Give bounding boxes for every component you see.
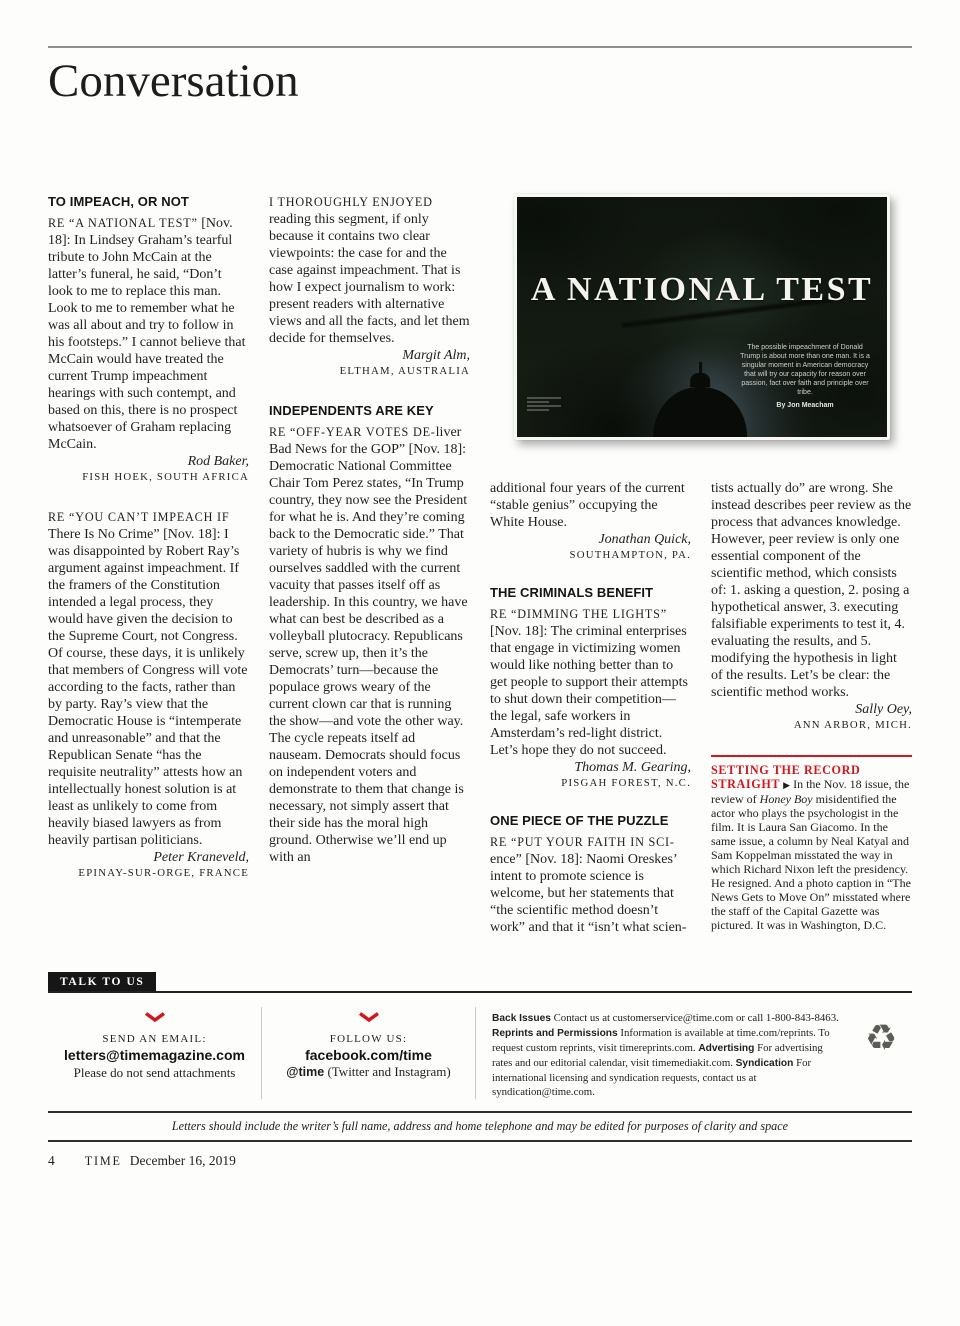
letter-signature: Peter Kraneveld,: [153, 850, 249, 865]
recycle-icon: ♻: [864, 1018, 898, 1059]
talk-to-us-divider: [48, 991, 912, 993]
advertising-text: For advertising rates and our editorial calendar, visit timemediakit.com.: [492, 1042, 823, 1069]
letters-area: [48, 194, 912, 958]
letter-lead: RE “OFF-YEAR VOTES DE-: [269, 425, 436, 439]
letter: [269, 403, 470, 866]
letter-text: There Is No Crime” [Nov. 18]: I was disappointed by Robert Ray’s argument against impeachment. If the framers of the Constitution intended a legal process, they would have given the decision to the Supreme Court, not Congress. Of course, these days, it is unlikely that members of Congress will vote according to the facts, rather than by party. Ray’s view that the Democratic House is “intemperate and unreasonable” and that the Republican Senate “has the requisite neutrality” attests how an intellectually honest solution is at least as unlikely to come from heavily biased lawyers as from heavily partisan politicians.: [48, 527, 248, 848]
correction-italic-title: Honey Boy: [759, 792, 813, 806]
letter-text: reading this segment, if only because it contains two clear viewpoints: the case for and the case against impeachment. That is how I expect journalism to work: present readers with alternative views and all the facts, and let them decide for themselves.: [269, 212, 470, 346]
brand-name: TIME: [84, 1154, 122, 1168]
reprints-label: Reprints and Permissions: [492, 1028, 618, 1039]
twitter-handle-link[interactable]: @time: [286, 1065, 325, 1079]
letter-signature: Sally Oey,: [855, 702, 912, 717]
correction-text: misidentified the actor who plays the psychologist in the film. It is Laura San Giacomo. In the same issue, a column by Neal Katyal and Sam Koppelman misstated the way in which Richard Nixon left the presidency. He resigned. And a photo caption in “The News Gets to Move On” misstated where the staff of the Capital Gazette was pictured. It was in Washington, D.C.: [711, 792, 911, 932]
capitol-dome-silhouette: [653, 362, 747, 437]
talk-to-us-tab: TALK TO US: [48, 972, 156, 991]
letter-text: [Nov. 18]: The criminal enterprises that engage in victimizing women would like nothing better than to get people to support their attempts to shut down their competition—the legal, safe workers in Amsterdam’s red-light district. Let’s hope they do not succeed.: [490, 624, 688, 758]
footer-line: [48, 1153, 912, 1169]
email-note: Please do not send attachments: [73, 1065, 236, 1080]
letter-location: PISGAH FOREST, N.C.: [561, 777, 691, 789]
right-arrow-icon: ▶: [783, 780, 791, 790]
top-divider: [48, 46, 912, 48]
letter-continuation: [490, 480, 691, 563]
follow-us-label: FOLLOW US:: [329, 1033, 408, 1045]
letter-text: liver Bad News for the GOP” [Nov. 18]: Democratic National Committee Chair Tom Perez states, “In Trump country, they now see the President for what he is. And they’re coming back to the Democratic side.” That variety of hubris is why we find ourselves saddled with the current vacuity that passes itself off as leadership. In this country, we have what can best be described as a volleyball plutocracy. Republicans serve, screw up, then it’s the Democrats’ turn—because the populace grows weary of the current clown car that is running the show—and vote the other way. The cycle repeats itself ad nauseam. Democrats should focus on independent voters and demonstrate to them that change is necessary, not simply assert that their side has the moral high ground. Otherwise we’ll end up with an: [269, 425, 468, 865]
letter-location: FISH HOEK, SOUTH AFRICA: [82, 471, 249, 483]
talk-to-us-section: [48, 972, 912, 1099]
letter-lead: I THOROUGHLY ENJOYED: [269, 195, 433, 209]
feature-headline: A NATIONAL TEST: [530, 271, 874, 308]
follow-us-cell: [261, 1007, 476, 1099]
send-email-label: SEND AN EMAIL:: [102, 1033, 207, 1045]
facebook-link[interactable]: facebook.com/time: [305, 1047, 432, 1063]
national-test-photo: [517, 197, 887, 437]
letter-signature: Margit Alm,: [402, 348, 470, 363]
letter-text: additional four years of the current “stable genius” occupying the White House.: [490, 481, 685, 530]
letter-signature: Jonathan Quick,: [598, 532, 691, 547]
reprints-text: Information is available at time.com/reprints. To request custom reprints, visit timereprints.com.: [492, 1027, 830, 1054]
email-address-link[interactable]: letters@timemagazine.com: [64, 1047, 245, 1063]
letter-signature: Thomas M. Gearing,: [574, 760, 691, 775]
correction-text: In the Nov. 18 issue, the review of: [711, 777, 910, 806]
footer-divider: [48, 1140, 912, 1142]
advertising-label: Advertising: [698, 1043, 755, 1054]
photo-credit-lines: [527, 397, 561, 413]
feature-deck: The possible impeachment of Donald Trump is about more than one man. It is a singular moment in American democracy that will try our capacity for reason over passion, fact over faith and principle over tribe. By Jon Meacham: [740, 344, 870, 409]
issue-date: December 16, 2019: [129, 1153, 236, 1168]
letter-text: tists actually do” are wrong. She instead describes peer review as the process that advances knowledge. However, peer review is only one essential component of the scientific method, which consists of: 1. asking a question, 2. posing a hypothetical answer, 3. executing falsifiable experiments to test it, 4. evaluating the results, and 5. modifying the hypothesis in light of the results. Let’s be clear: the scientific method works.: [711, 481, 912, 700]
letter: [48, 509, 249, 881]
letter: [269, 194, 470, 379]
letters-column-1: [48, 194, 249, 958]
letter-location: SOUTHAMPTON, PA.: [569, 549, 691, 561]
back-issues-label: Back Issues: [492, 1013, 551, 1024]
page-title: Conversation: [48, 55, 299, 107]
letters-policy-note: Letters should include the writer’s full name, address and home telephone and may be edited for purposes of clarity and space: [171, 1119, 789, 1133]
send-email-cell: [48, 1007, 261, 1099]
letter: [48, 194, 249, 485]
letter-lead: RE “A NATIONAL TEST”: [48, 216, 198, 230]
letter-text: [Nov. 18]: In Lindsey Graham’s tearful tribute to John McCain at the latter’s funeral, he said, “Don’t look to me to replace this man. Look to me to remember what he was all about and try to follow in his footsteps.” I cannot believe that McCain would have treated the current Trump impeachment hearings with such contempt, and based on this, there is no prospect whatsoever of Graham replacing McCain.: [48, 216, 246, 452]
letter-location: ELTHAM, AUSTRALIA: [339, 365, 470, 377]
letter-topic-header: THE CRIMINALS BENEFIT: [490, 585, 654, 600]
letter-lead: RE “YOU CAN’T IMPEACH IF: [48, 510, 230, 524]
letter-text: ence” [Nov. 18]: Naomi Oreskes’ intent to promote science is welcome, but her statements that “the scientific method doesn’t work” and that it “isn’t what scien-: [490, 852, 687, 935]
letter-signature: Rod Baker,: [187, 454, 249, 469]
handle-note: (Twitter and Instagram): [327, 1064, 451, 1079]
chevron-down-icon: [144, 1009, 166, 1027]
footer-divider: [48, 1111, 912, 1113]
letter-location: EPINAY-SUR-ORGE, FRANCE: [78, 867, 249, 879]
feature-byline: By Jon Meacham: [776, 402, 834, 409]
letter: [490, 585, 691, 791]
chevron-down-icon: [358, 1009, 380, 1027]
syndication-text: For international licensing and syndication requests, contact us at syndication@time.com.: [492, 1057, 812, 1098]
letter-topic-header: TO IMPEACH, OR NOT: [48, 194, 189, 209]
feature-image-spread: [514, 194, 890, 440]
letters-column-4: [711, 480, 912, 958]
letter-lead: RE “DIMMING THE LIGHTS”: [490, 607, 667, 621]
letter-lead: RE “PUT YOUR FAITH IN SCI-: [490, 835, 675, 849]
letter-topic-header: ONE PIECE OF THE PUZZLE: [490, 813, 669, 828]
letter-location: ANN ARBOR, MICH.: [793, 719, 912, 731]
contact-info-block: [476, 1007, 850, 1099]
talk-to-us-row: [48, 1007, 912, 1099]
letter: [490, 813, 691, 936]
magazine-page: [0, 46, 960, 1169]
right-area: [490, 194, 912, 958]
lower-columns: [490, 480, 912, 958]
letter-continuation: [711, 480, 912, 733]
letter-topic-header: INDEPENDENTS ARE KEY: [269, 403, 434, 418]
letters-column-2: [269, 194, 470, 958]
letters-column-3: [490, 480, 691, 958]
back-issues-text: Contact us at customerservice@time.com or call 1-800-843-8463.: [553, 1012, 839, 1024]
syndication-label: Syndication: [735, 1058, 794, 1069]
correction-box: [711, 755, 912, 932]
correction-title: SETTING THE RECORD STRAIGHT: [711, 763, 861, 791]
page-number: 4: [48, 1153, 55, 1168]
